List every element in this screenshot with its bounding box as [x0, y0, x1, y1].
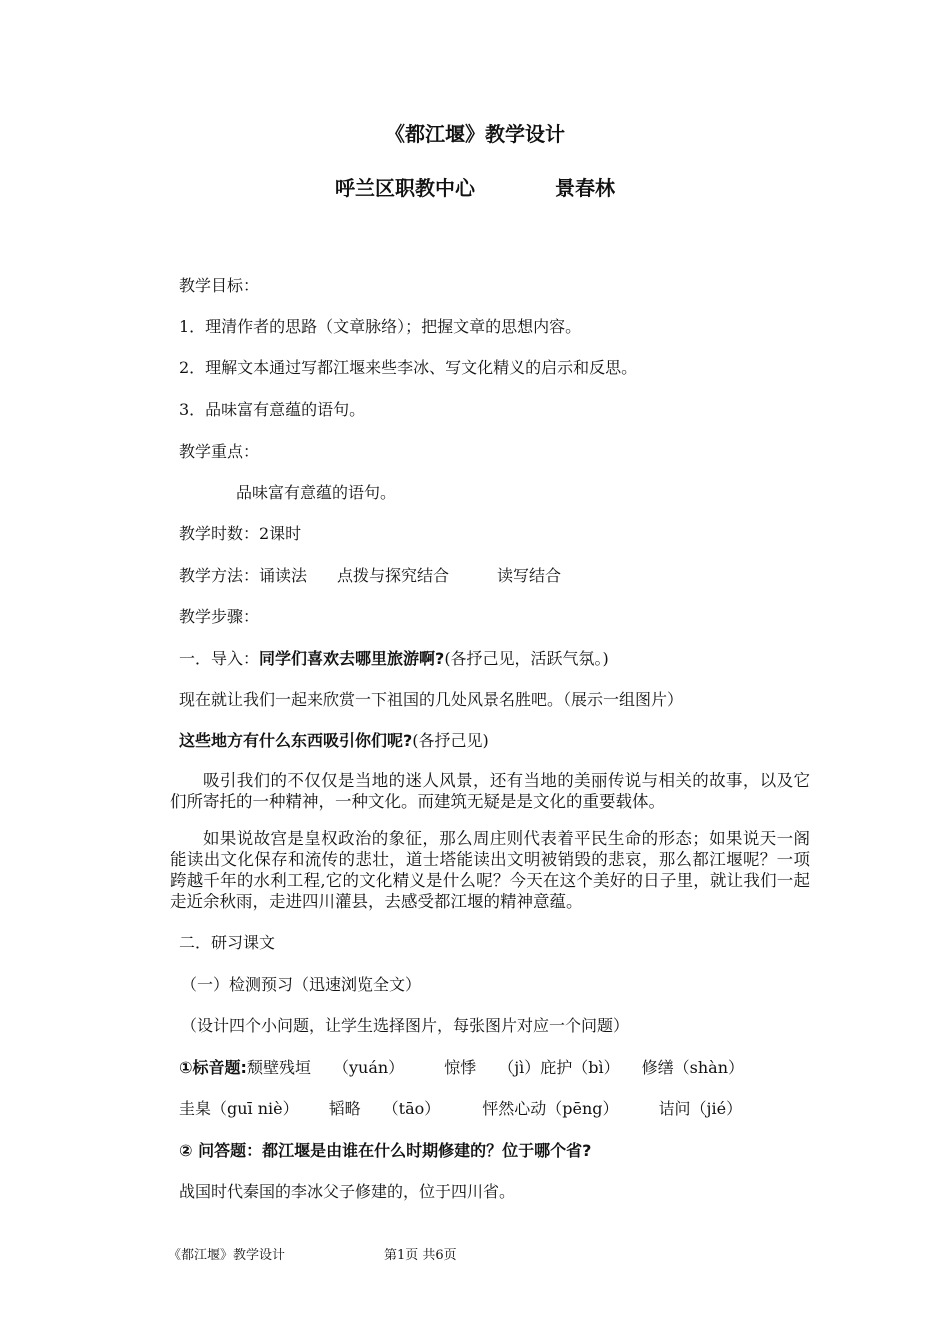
pinyin-item: 诘问（jié） [658, 1099, 743, 1118]
method-1: 教学方法：诵读法 [179, 566, 308, 585]
pinyin-item: 颓壁残垣 [246, 1058, 311, 1077]
intro-note: (各抒己见，活跃气氛。) [444, 649, 609, 668]
footer-page-number: 第1页 共6页 [384, 1248, 457, 1263]
author-unit: 呼兰区职教中心 [335, 176, 475, 200]
steps-heading: 教学步骤： [179, 607, 260, 626]
intro-q2: 这些地方有什么东西吸引你们呢? [179, 731, 413, 750]
pinyin-item: 修缮（shàn） [641, 1058, 745, 1077]
pinyin-item: 惊悸 [444, 1058, 477, 1077]
document-title: 《都江堰》教学设计 [385, 122, 565, 146]
intro-line-2: 现在就让我们一起来欣赏一下祖国的几处风景名胜吧。（展示一组图片） [179, 690, 684, 709]
qa-answer: 战国时代秦国的李冰父子修建的，位于四川省。 [179, 1182, 516, 1201]
pinyin-question-label: ①标音题: [179, 1058, 247, 1077]
study-sub1: （一）检测预习（迅速浏览全文） [181, 975, 422, 994]
teaching-hours: 教学时数：2课时 [179, 524, 302, 543]
intro-question: 同学们喜欢去哪里旅游啊? [259, 649, 445, 668]
pinyin-question-row-2 [179, 1097, 742, 1121]
pinyin-item: 怦然心动（pēng） [482, 1099, 619, 1118]
pinyin-item: 圭臬（guī niè） [179, 1099, 299, 1118]
study-heading: 二．研习课文 [179, 933, 276, 952]
study-sub1-note: （设计四个小问题，让学生选择图片，每张图片对应一个问题） [181, 1016, 630, 1035]
intro-q2-note: (各抒己见) [412, 731, 489, 750]
author-name: 景春林 [555, 176, 615, 200]
goal-item-1: 1．理清作者的思路（文章脉络）；把握文章的思想内容。 [179, 317, 582, 336]
teaching-methods [179, 564, 561, 588]
focus-heading: 教学重点： [179, 442, 260, 461]
goal-item-3: 3．品味富有意蕴的语句。 [179, 400, 366, 419]
focus-text: 品味富有意蕴的语句。 [236, 483, 397, 502]
intro-prefix: 一．导入： [179, 649, 260, 668]
pinyin-item: （jì）庇护（bì） [498, 1058, 620, 1077]
intro-paragraph-1: 吸引我们的不仅仅是当地的迷人风景，还有当地的美丽传说与相关的故事，以及它们所寄托的一种精神，一种文化。而建筑无疑是是文化的重要载体。 [170, 771, 810, 811]
author-line [0, 174, 950, 202]
goal-item-2: 2．理解文本通过写都江堰来些李冰、写文化精义的启示和反思。 [179, 358, 638, 377]
pinyin-question-row-1 [179, 1056, 744, 1080]
intro-paragraph-2: 如果说故宫是皇权政治的象征，那么周庄则代表着平民生命的形态；如果说天一阁能读出文化保存和流传的悲壮，道士塔能读出文明被销毁的悲哀，那么都江堰呢？一项跨越千年的水利工程,它的文化精义是什么呢？今天在这个美好的日子里，就让我们一起走近余秋雨，走进四川灌县，去感受都江堰的精神意蕴。 [170, 829, 810, 911]
pinyin-item: （tāo） [382, 1099, 441, 1118]
goals-heading: 教学目标： [179, 276, 260, 295]
method-2: 点拨与探究结合 [337, 566, 450, 585]
pinyin-item: 韬略 [328, 1099, 361, 1118]
intro-line [179, 647, 609, 671]
pinyin-item: （yuán） [332, 1058, 405, 1077]
footer-doc-title: 《都江堰》教学设计 [168, 1248, 286, 1263]
intro-question-2 [179, 729, 489, 753]
method-3: 读写结合 [497, 566, 562, 585]
qa-question: ② 问答题：都江堰是由谁在什么时期修建的？位于哪个省? [179, 1141, 592, 1160]
